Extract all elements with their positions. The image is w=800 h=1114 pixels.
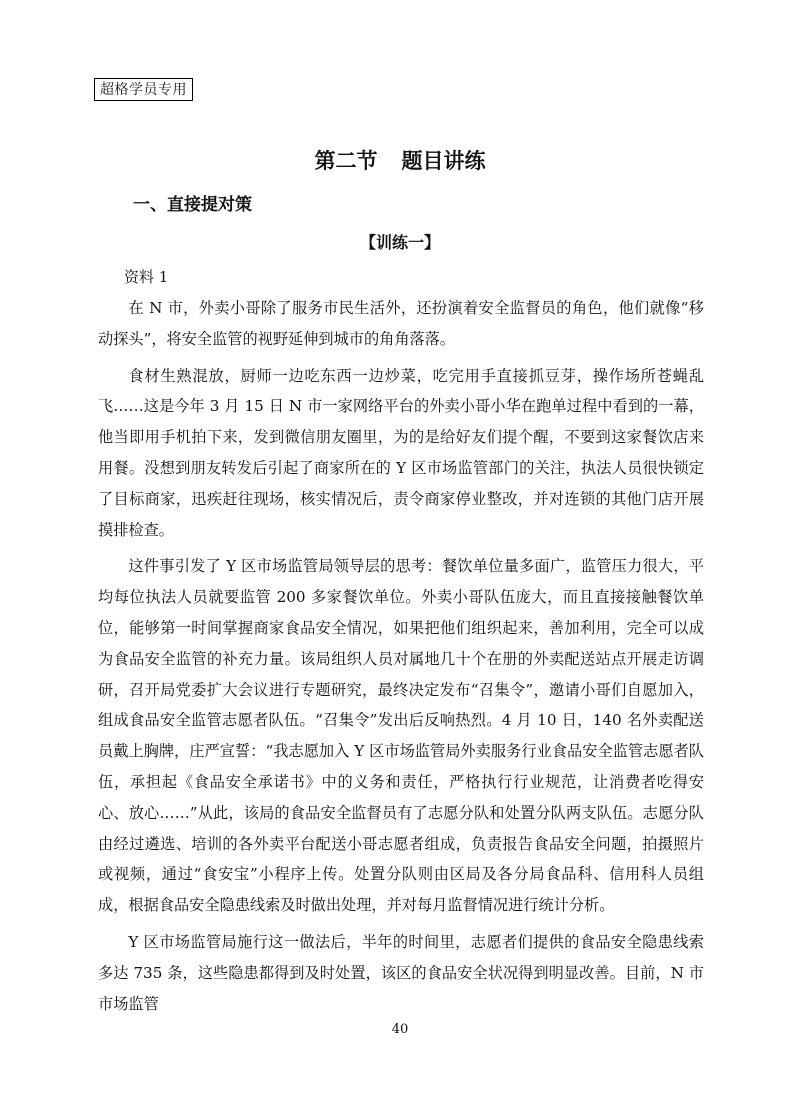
page-number: 40	[391, 1022, 409, 1037]
material-body	[98, 293, 704, 1025]
material-label: 资料 1	[124, 268, 169, 286]
section-name: 题目讲练	[401, 149, 486, 173]
subheading: 一、直接提对策	[133, 195, 252, 215]
section-number: 第二节	[314, 149, 378, 173]
section-title	[0, 147, 800, 175]
paragraph: 食材生熟混放，厨师一边吃东西一边炒菜，吃完用手直接抓豆芽，操作场所苍蝇乱飞……这是今年 3 月 15 日 N 市一家网络平台的外卖小哥小华在跑单过程中看到的一幕，他当即用手机拍下来，发到微信朋友圈里，为的是给好友们提个醒，不要到这家餐饮店来用餐。没想到朋友转发后引起了商家所在的 Y 区市场监管部门的关注，执法人员很快锁定了目标商家，迅疾赶往现场，核实情况后，责令商家停业整改，并对连锁的其他门店开展摸排检查。	[98, 366, 704, 539]
paragraph: 在 N 市，外卖小哥除了服务市民生活外，还扮演着安全监督员的角色，他们就像“移动探头”，将安全监管的视野延伸到城市的角角落落。	[98, 299, 704, 348]
paragraph: Y 区市场监管局施行这一做法后，半年的时间里，志愿者们提供的食品安全隐患线索多达 735 条，这些隐患都得到及时处置，该区的食品安全状况得到明显改善。目前，N 市市场监管	[98, 932, 704, 1013]
paragraph: 这件事引发了 Y 区市场监管局领导层的思考：餐饮单位量多面广，监管压力很大，平均每位执法人员就要监管 200 多家餐饮单位。外卖小哥队伍庞大，而且直接接触餐饮单位，能够第一时间掌握商家食品安全情况，如果把他们组织起来，善加利用，完全可以成为食品安全监管的补充力量。该局组织人员对属地几十个在册的外卖配送站点开展走访调研，召开局党委扩大会议进行专题研究，最终决定发布“召集令”，邀请小哥们自愿加入，组成食品安全监管志愿者队伍。“召集令”发出后反响热烈。4 月 10 日，140 名外卖配送员戴上胸牌，庄严宣誓：“我志愿加入 Y 区市场监管局外卖服务行业食品安全监管志愿者队伍，承担起《食品安全承诺书》中的义务和责任，严格执行行业规范，让消费者吃得安心、放心……”从此，该局的食品安全监督员有了志愿分队和处置分队两支队伍。志愿分队由经过遴选、培训的各外卖平台配送小哥志愿者组成，负责报告食品安全问题，拍摄照片或视频，通过“食安宝”小程序上传。处置分队则由区局及各分局食品科、信用科人员组成，根据食品安全隐患线索及时做出处理，并对每月监督情况进行统计分析。	[98, 557, 704, 915]
student-stamp: 超格学员专用	[94, 78, 193, 101]
training-label: 【训练一】	[359, 233, 440, 252]
